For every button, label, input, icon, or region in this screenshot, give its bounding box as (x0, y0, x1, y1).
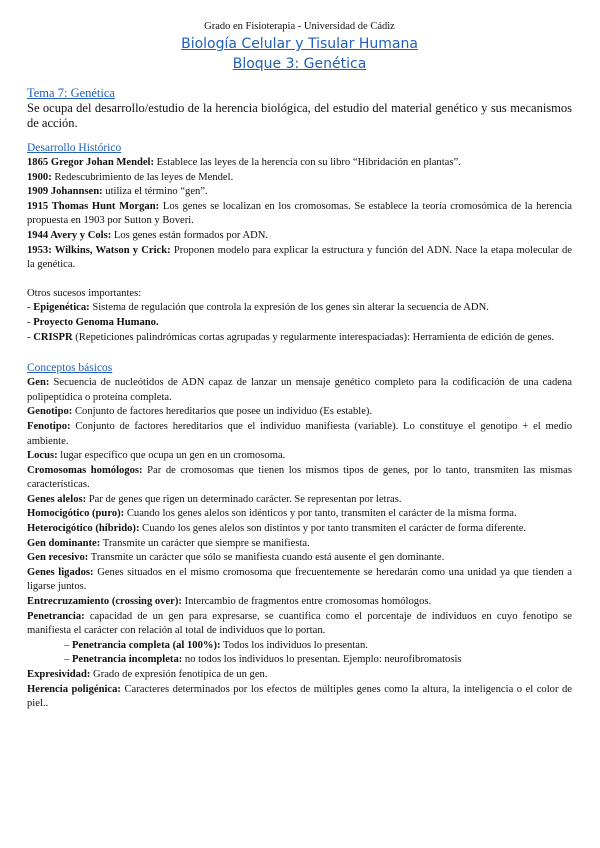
list-item (27, 610, 572, 639)
definition: Intercambio de fragmentos entre cromosomas homólogos. (181, 596, 432, 608)
definition: Caracteres determinados por los efectos de múltiples genes como la altura, la inteligencia o el color de piel.. (27, 683, 572, 710)
list-item (27, 185, 572, 200)
history-list (27, 156, 572, 273)
term: Genes alelos: (27, 493, 87, 505)
list-item (27, 668, 572, 683)
definition: Grado de expresión fenotípica de un gen. (90, 669, 268, 680)
bullet-dash: – (64, 639, 72, 651)
term: 1953: Wilkins, Watson y Crick: (27, 244, 171, 256)
term: Epigenética: (33, 302, 90, 314)
list-item (27, 493, 572, 508)
document-page (27, 20, 572, 712)
history-section (27, 141, 572, 345)
definition: utiliza el término “gen”. (102, 186, 208, 198)
bullet-dash: - (27, 331, 34, 343)
definition: Par de genes que rigen un determinado carácter. Se representan por letras. (86, 493, 402, 505)
list-item (27, 449, 572, 464)
term: Gen recesivo: (27, 552, 89, 564)
list-item (27, 683, 572, 712)
list-item (27, 653, 572, 668)
term: Herencia poligénica: (27, 683, 121, 695)
list-item (27, 331, 572, 346)
definition: lugar específico que ocupa un gen en un cromosoma. (57, 450, 286, 462)
term: 1900: (27, 171, 52, 183)
definition: Par de cromosomas que tienen los mismos tipos de genes, por lo tanto, transmiten las mismas características. (27, 464, 572, 491)
list-item (27, 171, 572, 186)
term: Homocigótico (puro): (27, 508, 125, 520)
list-item (27, 522, 572, 537)
topic-name: Genética (70, 86, 115, 100)
term: Heterocigótico (híbrido): (27, 523, 140, 535)
term: Penetrancia completa (al 100%): (71, 639, 221, 651)
definition: Los genes están formados por ADN. (111, 229, 269, 241)
term: 1944 Avery y Cols: (27, 229, 112, 241)
definition: Conjunto de factores hereditarios que posee un individuo (Es estable). (72, 406, 373, 418)
definition: Todos los individuos lo presentan. (220, 639, 368, 651)
bullet-dash: - (27, 302, 34, 314)
bullet-dash: – (64, 654, 72, 666)
definition: Transmite un carácter que siempre se manifiesta. (100, 537, 310, 549)
term: Genes ligados: (27, 566, 94, 578)
list-item (27, 507, 572, 522)
concepts-tail-list (27, 668, 572, 712)
definition: Conjunto de factores hereditarios que el individuo manifiesta (variable). Lo constituye el genotipo + el medio ambiente. (27, 420, 572, 447)
list-item (27, 229, 572, 244)
term: Gen dominante: (27, 537, 101, 549)
definition: Proponen modelo para explicar la estructura y función del ADN. Nace la etapa molecular de la genética. (27, 244, 573, 271)
definition: (Repeticiones palindrómicas cortas agrupadas y regularmente interespaciadas): Herramienta de edición de genes. (72, 331, 555, 343)
term: CRISPR (33, 331, 73, 343)
list-item (27, 156, 572, 171)
bullet-dash: - (27, 316, 34, 328)
list-item (27, 464, 572, 493)
list-item (27, 376, 572, 405)
definition: no todos los individuos lo presentan. Ejemplo: neurofibromatosis (182, 654, 462, 666)
course-title: Biología Celular y Tisular Humana (181, 36, 418, 52)
definition: Sistema de regulación que controla la expresión de los genes sin alterar la secuencia de ADN. (89, 302, 489, 314)
list-item (27, 316, 572, 331)
term: Penetrancia incompleta: (71, 654, 183, 666)
definition: Cuando los genes alelos son distintos y por tanto transmiten el carácter de forma diferente. (139, 523, 527, 535)
topic-heading (27, 86, 572, 101)
others-list (27, 301, 572, 345)
term: Penetrancia: (27, 610, 85, 622)
block-title: Bloque 3: Genética (232, 56, 367, 72)
topic-intro: Se ocupa del desarrollo/estudio de la herencia biológica, del estudio del material genético y sus mecanismos de acción. (27, 101, 572, 130)
term: Entrecruzamiento (crossing over): (27, 596, 182, 608)
list-item (27, 405, 572, 420)
list-item (27, 200, 572, 229)
list-item (27, 639, 572, 654)
definition: Transmite un carácter que sólo se manifiesta cuando está ausente el gen dominante. (88, 552, 445, 564)
concepts-heading: Conceptos básicos (27, 362, 113, 375)
others-heading: Otros sucesos importantes: (27, 287, 142, 299)
list-item (27, 301, 572, 316)
term: Cromosomas homólogos: (27, 464, 143, 476)
definition: Genes situados en el mismo cromosoma que frecuentemente se heredarán como una unidad ya que tienden a ligarse juntos. (27, 566, 572, 593)
definition: Cuando los genes alelos son idénticos y por tanto, transmiten el carácter de la misma forma. (124, 508, 517, 520)
term: Gen: (27, 377, 50, 389)
list-item (27, 566, 572, 595)
term: Fenotipo: (27, 420, 71, 432)
list-item (27, 244, 572, 273)
term: Proyecto Genoma Humano. (33, 316, 159, 328)
list-item (27, 551, 572, 566)
term: 1915 Thomas Hunt Morgan: (27, 200, 160, 212)
concepts-list (27, 376, 572, 639)
definition: capacidad de un gen para expresarse, se cuantifica como el porcentaje de individuos en cuyo fenotipo se manifiesta el carácter con relación al total de individuos que lo portan. (27, 610, 572, 637)
definition: Los genes se localizan en los cromosomas. Se establece la teoría cromosómica de la herencia propuesta en 1903 por Sutton y Boveri. (27, 200, 572, 227)
institution-line: Grado en Fisioterapia - Universidad de Cádiz (204, 21, 395, 32)
list-item (27, 595, 572, 610)
list-item (27, 420, 572, 449)
topic-label: Tema 7: (27, 86, 68, 100)
topic-section (27, 86, 572, 131)
term: 1865 Gregor Johan Mendel: (27, 157, 155, 168)
list-item (27, 537, 572, 552)
definition: Secuencia de nucleótidos de ADN capaz de lanzar un mensaje genético completo para la codificación de una cadena polipeptídica o proteína completa. (27, 377, 572, 403)
definition: Redescubrimiento de las leyes de Mendel. (51, 171, 234, 183)
term: 1909 Johannsen: (27, 186, 103, 198)
penetrance-sublist (27, 639, 572, 668)
definition: Establece las leyes de la herencia con su libro “Hibridación en plantas”. (154, 157, 461, 168)
term: Expresividad: (27, 669, 91, 680)
term: Genotipo: (27, 406, 73, 418)
concepts-section (27, 361, 572, 712)
history-heading: Desarrollo Histórico (27, 142, 122, 154)
term: Locus: (27, 450, 58, 462)
